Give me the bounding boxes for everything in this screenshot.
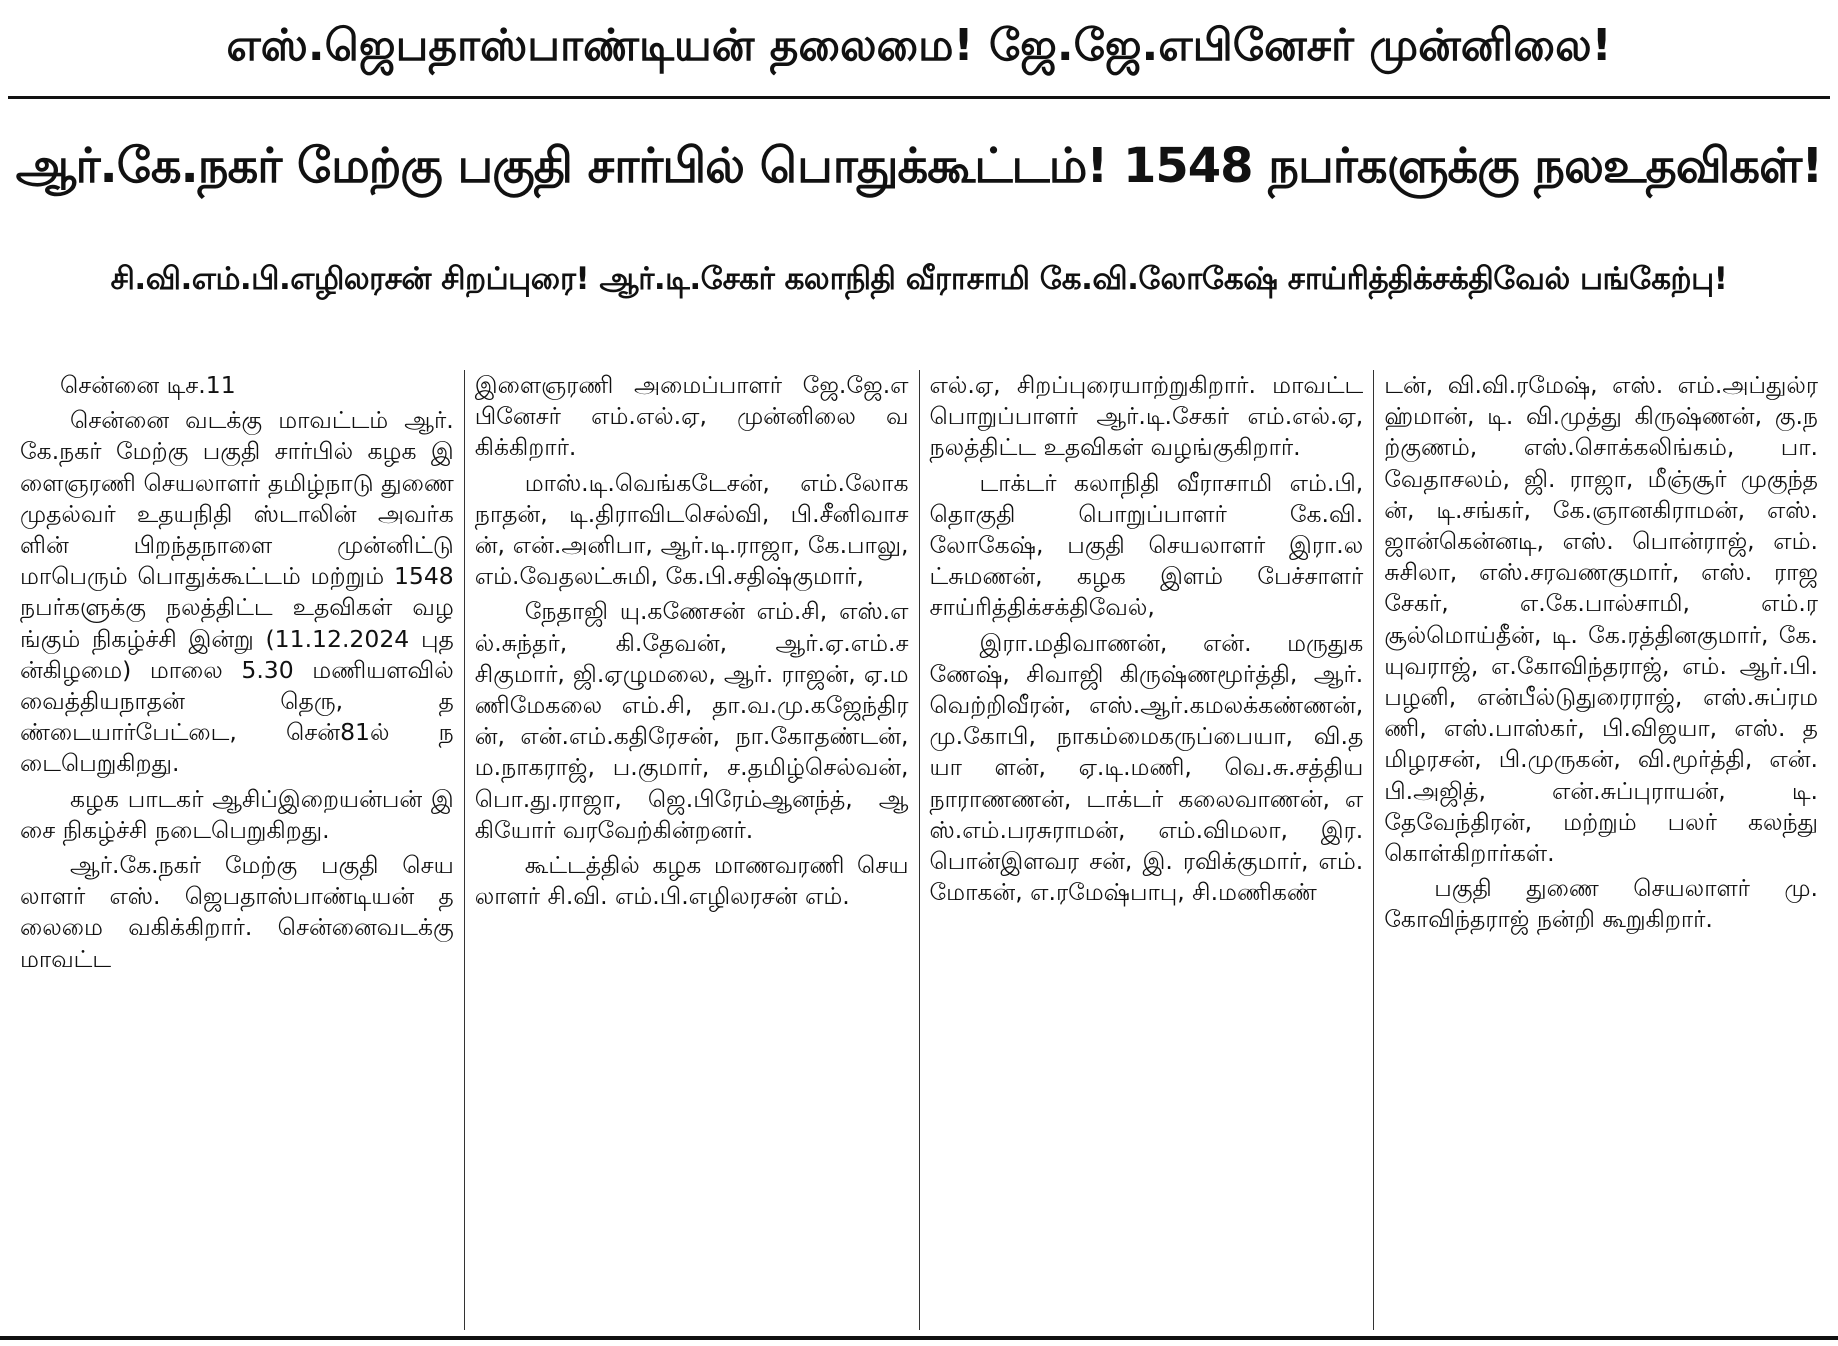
article-columns bbox=[10, 370, 1828, 1330]
dateline: சென்னை டிச.11 bbox=[60, 371, 236, 399]
paragraph: நேதாஜி யு.கணேசன் எம்.சி, எஸ்.எல்.சுந்தர், கி.தேவன், ஆர்.ஏ.எம்.சசிகுமார், ஜி.ஏழுமலை, ஆர். ராஜன், ஏ.மணிமேகலை எம்.சி, தா.வ.மு.கஜேந்திரன், என்.எம்.கதிரேசன், நா.கோதண்டன், ம.நாகராஜ், ப.குமார், ச.தமிழ்செல்வன், பொ.து.ராஜா, ஜெ.பிரேம்ஆனந்த், ஆகியோர் வரவேற்கின்றனர். bbox=[474, 597, 909, 844]
paragraph: கழக பாடகர் ஆசிப்இறையன்பன் இசை நிகழ்ச்சி நடைபெறுகிறது. bbox=[20, 784, 454, 844]
headline-top: எஸ்.ஜெபதாஸ்பாண்டியன் தலைமை! ஜே.ஜே.எபினேசர் முன்னிலை! bbox=[8, 0, 1830, 99]
paragraph: எல்.ஏ, சிறப்புரையாற்றுகிறார். மாவட்ட பொறுப்பாளர் ஆர்.டி.சேகர் எம்.எல்.ஏ, நலத்திட்ட உதவிகள் வழங்குகிறார். bbox=[929, 371, 1364, 462]
paragraph: டாக்டர் கலாநிதி வீராசாமி எம்.பி, தொகுதி பொறுப்பாளர் கே.வி. லோகேஷ், பகுதி செயலாளர் இரா.லட்சுமணன், கழக இளம் பேச்சாளர் சாய்ரித்திக்சக்திவேல், bbox=[929, 468, 1364, 622]
paragraph: ஆர்.கே.நகர் மேற்கு பகுதி செயலாளர் எஸ். ஜெபதாஸ்பாண்டியன் தலைமை வகிக்கிறார். சென்னைவடக்கு மாவட்ட bbox=[20, 851, 454, 973]
paragraph: கூட்டத்தில் கழக மாணவரணி செயலாளர் சி.வி. எம்.பி.எழிலரசன் எம். bbox=[474, 851, 909, 911]
bottom-rule bbox=[0, 1336, 1838, 1340]
paragraph: இரா.மதிவாணன், என். மருதுகணேஷ், சிவாஜி கிருஷ்ணமூர்த்தி, ஆர்.வெற்றிவீரன், எஸ்.ஆர்.கமலக்கண்ணன், மு.கோபி, நாகம்மைகருப்பையா, வி.தயா ளன், ஏ.டி.மணி, வெ.சு.சத்தியநாராணணன், டாக்டர் கலைவாணன், எஸ்.எம்.பரசுராமன், எம்.விமலா, இர. பொன்இளவர சன், இ. ரவிக்குமார், எம்.மோகன், எ.ரமேஷ்பாபு, சி.மணிகண் bbox=[929, 628, 1364, 907]
paragraph: இளைஞரணி அமைப்பாளர் ஜே.ஜே.எபினேசர் எம்.எல்.ஏ, முன்னிலை வகிக்கிறார். bbox=[474, 371, 909, 462]
headline-main: ஆர்.கே.நகர் மேற்கு பகுதி சார்பில் பொதுக்கூட்டம்! 1548 நபர்களுக்கு நலஉதவிகள்! bbox=[15, 138, 1823, 194]
column-4 bbox=[1374, 370, 1828, 1330]
paragraph: டன், வி.வி.ரமேஷ், எஸ். எம்.அப்துல்ரஹ்மான், டி. வி.முத்து கிருஷ்ணன், கு.நற்குணம், எஸ்.சொக்கலிங்கம், பா.வேதாசலம், ஜி. ராஜா, மீஞ்சூர் முகுந்தன், டி.சங்கர், கே.ஞானகிராமன், எஸ்.ஜான்கென்னடி, எஸ். பொன்ராஜ், எம்.சுசிலா, எஸ்.சரவணகுமார், எஸ். ராஜசேகர், எ.கே.பால்சாமி, எம்.ரசூல்மொய்தீன், டி. கே.ரத்தினகுமார், கே. யுவராஜ், எ.கோவிந்தராஜ், எம். ஆர்.பி.பழனி, என்பீல்டுதுரைராஜ், எஸ்.சுப்ரமணி, எஸ்.பாஸ்கர், பி.விஜயா, எஸ். தமிழரசன், பி.முருகன், வி.மூர்த்தி, என்.பி.அஜித், என்.சுப்புராயன், டி. தேவேந்திரன், மற்றும் பலர் கலந்து கொள்கிறார்கள். bbox=[1384, 371, 1818, 868]
paragraph: சென்னை வடக்கு மாவட்டம் ஆர்.கே.நகர் மேற்கு பகுதி சார்பில் கழக இளைஞரணி செயலாளர் தமிழ்நாடு துணை முதல்வர் உதயநிதி ஸ்டாலின் அவர்களின் பிறந்தநாளை முன்னிட்டு மாபெரும் பொதுக்கூட்டம் மற்றும் 1548 நபர்களுக்கு நலத்திட்ட உதவிகள் வழங்கும் நிகழ்ச்சி இன்று (11.12.2024 புதன்கிழமை) மாலை 5.30 மணியளவில் வைத்தியநாதன் தெரு, தண்டையார்பேட்டை, சென்81ல் நடைபெறுகிறது. bbox=[20, 406, 454, 778]
headline-sub: சி.வி.எம்.பி.எழிலரசன் சிறப்புரை! ஆர்.டி.சேகர் கலாநிதி வீராசாமி கே.வி.லோகேஷ் சாய்ரித்திக்சக்திவேல் பங்கேற்பு! bbox=[110, 261, 1728, 297]
column-2 bbox=[465, 370, 920, 1330]
column-3 bbox=[920, 370, 1375, 1330]
paragraph: மாஸ்.டி.வெங்கடேசன், எம்.லோகநாதன், டி.திராவிடசெல்வி, பி.சீனிவாசன், என்.அனிபா, ஆர்.டி.ராஜா, கே.பாலு, எம்.வேதலட்சுமி, கே.பி.சதிஷ்குமார், bbox=[474, 468, 909, 591]
paragraph: பகுதி துணை செயலாளர் மு.கோவிந்தராஜ் நன்றி கூறுகிறார். bbox=[1384, 874, 1818, 934]
column-1 bbox=[10, 370, 465, 1330]
